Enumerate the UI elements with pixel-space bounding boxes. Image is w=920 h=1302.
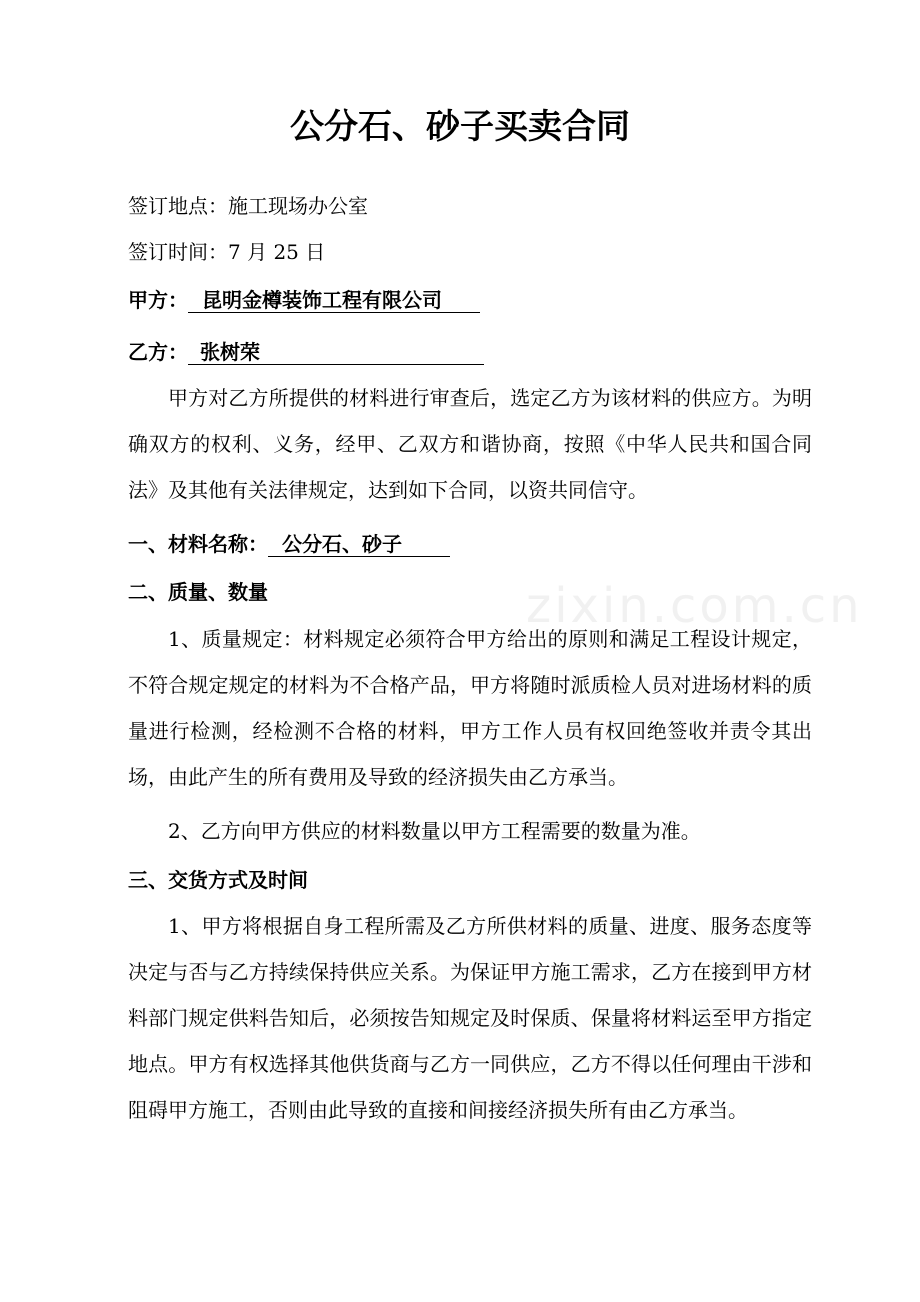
party-b-line bbox=[128, 338, 808, 366]
section1-label: 一、材料名称： bbox=[128, 532, 268, 556]
section3-heading: 三、交货方式及时间 bbox=[128, 868, 308, 892]
sign-place-line bbox=[128, 192, 808, 220]
watermark: zixin.com.cn bbox=[526, 578, 863, 634]
party-a-label: 甲方： bbox=[128, 288, 188, 312]
party-a-line bbox=[128, 286, 808, 314]
party-b-value: 张树荣 bbox=[188, 340, 484, 365]
sign-place-value: 施工现场办公室 bbox=[228, 194, 368, 218]
section3-item1: 1、甲方将根据自身工程所需及乙方所供材料的质量、进度、服务态度等决定与否与乙方持续保持供应关系。为保证甲方施工需求，乙方在接到甲方材料部门规定供料告知后，必须按告知规定及时保质、保量将材料运至甲方指定地点。甲方有权选择其他供货商与乙方一同供应，乙方不得以任何理由干涉和阻碍甲方施工，否则由此导致的直接和间接经济损失所有由乙方承当。 bbox=[128, 914, 812, 1122]
contract-title: 公分石、砂子买卖合同 bbox=[290, 107, 630, 147]
section2-item1: 1、质量规定：材料规定必须符合甲方给出的原则和满足工程设计规定，不符合规定规定的材料为不合格产品，甲方将随时派质检人员对进场材料的质量进行检测，经检测不合格的材料，甲方工作人员有权回绝签收并责令其出场，由此产生的所有费用及导致的经济损失由乙方承当。 bbox=[128, 627, 812, 789]
section2-heading: 二、质量、数量 bbox=[128, 580, 268, 604]
section2-item2: 2、乙方向甲方供应的材料数量以甲方工程需要的数量为准。 bbox=[168, 819, 701, 843]
intro-paragraph: 甲方对乙方所提供的材料进行审查后，选定乙方为该材料的供应方。为明确双方的权利、义务，经甲、乙双方和谐协商，按照《中华人民共和国合同法》及其他有关法律规定，达到如下合同，以资共同信守。 bbox=[128, 386, 812, 502]
party-a-value: 昆明金樽装饰工程有限公司 bbox=[188, 288, 480, 313]
section1-value: 公分石、砂子 bbox=[268, 532, 450, 557]
sign-time-value: 7 月 25 日 bbox=[228, 240, 326, 264]
section1-line bbox=[128, 530, 808, 558]
party-b-label: 乙方： bbox=[128, 340, 188, 364]
sign-place-label: 签订地点： bbox=[128, 194, 228, 218]
sign-time-label: 签订时间： bbox=[128, 240, 228, 264]
sign-time-line bbox=[128, 238, 808, 266]
